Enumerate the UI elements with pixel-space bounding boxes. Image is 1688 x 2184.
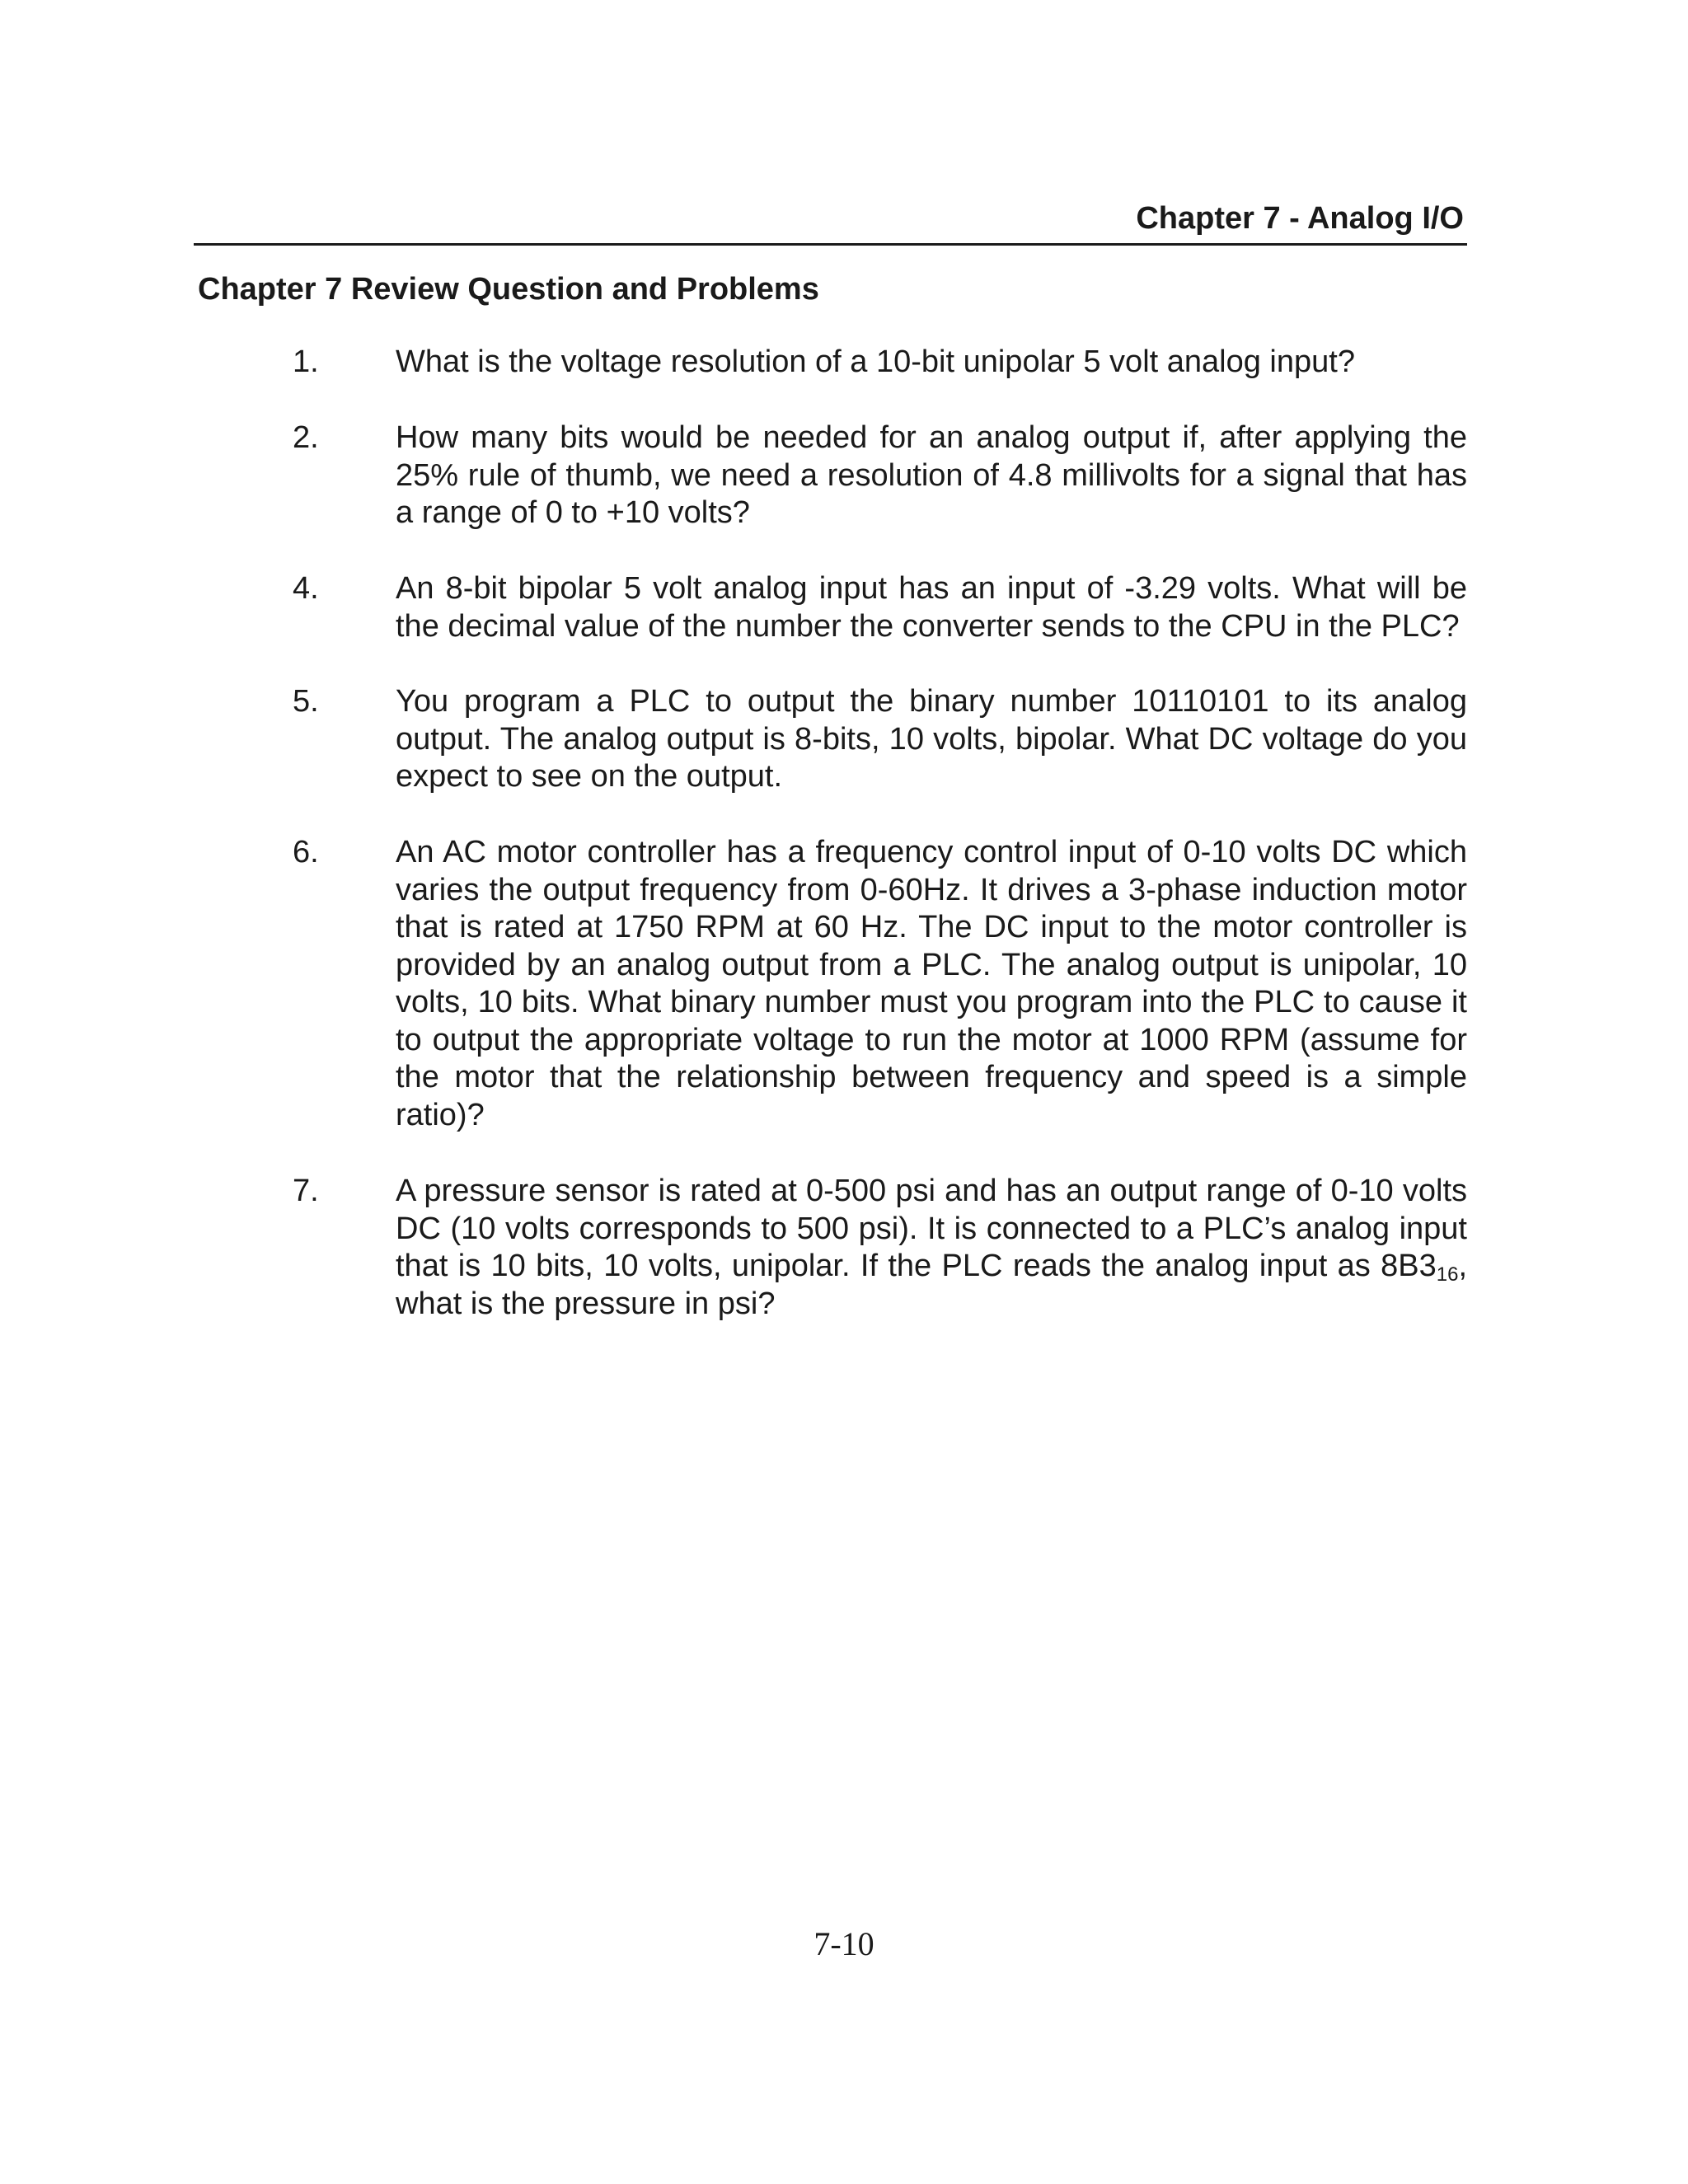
question-number: 4. bbox=[293, 571, 319, 606]
running-header bbox=[194, 198, 1467, 246]
question-text-part: , what is the pressure in psi? bbox=[396, 1249, 1467, 1321]
question-number: 2. bbox=[293, 420, 319, 455]
question-text bbox=[396, 1173, 1467, 1323]
question-text-part: A pressure sensor is rated at 0-500 psi and has an output range of 0-10 volts DC (10 volts corresponds to 500 psi). It is connected to a PLC’s analog input that is 10 bits, 10 volts, unipolar. If the PLC reads the analog input as 8B3 bbox=[396, 1174, 1467, 1283]
question-text: What is the voltage resolution of a 10-bit unipolar 5 volt analog input? bbox=[396, 344, 1355, 379]
question-item bbox=[293, 834, 1467, 1134]
running-header-title: Chapter 7 - Analog I/O bbox=[1136, 201, 1464, 236]
question-item bbox=[293, 683, 1467, 796]
question-text: An AC motor controller has a frequency control input of 0-10 volts DC which varies the output frequency from 0-60Hz. It drives a 3-phase induction motor that is rated at 1750 RPM at 60 Hz. The DC input to the motor controller is provided by an analog output from a PLC. The analog output is unipolar, 10 volts, 10 bits. What binary number must you program into the PLC to cause it to output the appropriate voltage to run the motor at 1000 RPM (assume for the motor that the relationship between frequency and speed is a simple ratio)? bbox=[396, 835, 1467, 1132]
page-number: 7-10 bbox=[814, 1925, 874, 1962]
question-text: You program a PLC to output the binary number 10110101 to its analog output. The analog output is 8-bits, 10 volts, bipolar. What DC voltage do you expect to see on the output. bbox=[396, 684, 1467, 794]
section-title: Chapter 7 Review Question and Problems bbox=[198, 272, 819, 307]
question-number: 5. bbox=[293, 684, 319, 719]
question-item bbox=[293, 419, 1467, 532]
question-number: 1. bbox=[293, 344, 319, 379]
question-item bbox=[293, 570, 1467, 645]
hex-subscript: 16 bbox=[1436, 1263, 1459, 1286]
question-text: How many bits would be needed for an analog output if, after applying the 25% rule of thumb, we need a resolution of 4.8 millivolts for a signal that has a range of 0 to +10 volts? bbox=[396, 420, 1467, 530]
question-text: An 8-bit bipolar 5 volt analog input has an input of -3.29 volts. What will be the decimal value of the number the converter sends to the CPU in the PLC? bbox=[396, 571, 1467, 644]
question-item bbox=[293, 344, 1467, 382]
question-number: 7. bbox=[293, 1174, 319, 1208]
question-item bbox=[293, 1173, 1467, 1323]
question-number: 6. bbox=[293, 835, 319, 869]
